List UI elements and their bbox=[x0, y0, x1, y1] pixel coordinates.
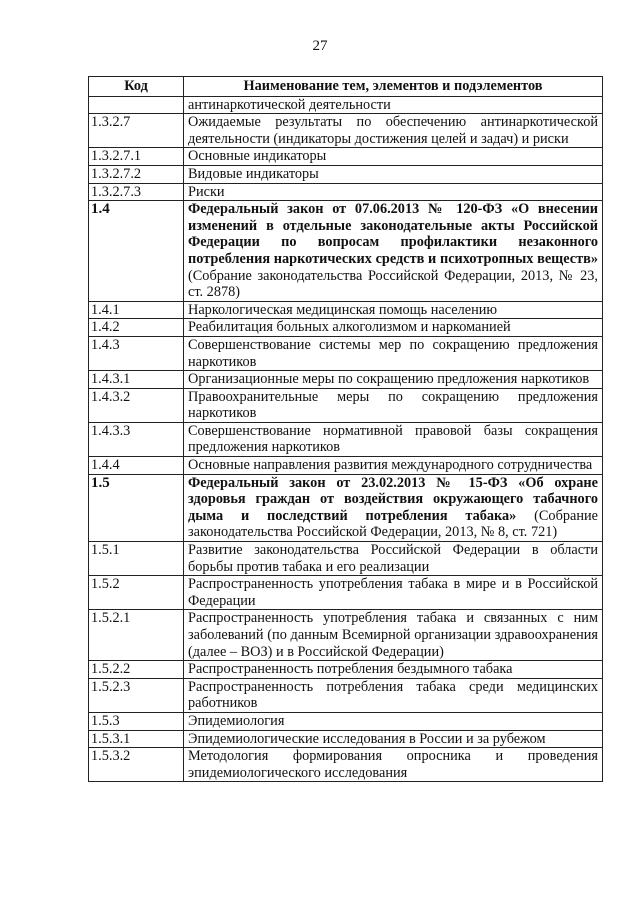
table-row bbox=[89, 712, 603, 730]
law-source: (Собрание законодательства Российской Федерации, 2013, № 23, ст. 2878) bbox=[188, 267, 598, 301]
law-title: Федеральный закон от 23.02.2013 № 15-ФЗ «Об охране здоровья граждан от воздействия окружающего табачного дыма и последствий потребления табака» bbox=[188, 474, 598, 524]
topics-table bbox=[88, 76, 603, 782]
table-row bbox=[89, 319, 603, 337]
table-row bbox=[89, 748, 603, 782]
table-row bbox=[89, 457, 603, 475]
row-code: 1.4.3.1 bbox=[89, 371, 184, 389]
table-header-row bbox=[89, 77, 603, 97]
row-name: Правоохранительные меры по сокращению предложения наркотиков bbox=[184, 388, 603, 422]
row-code: 1.4.3.2 bbox=[89, 388, 184, 422]
table-row-law bbox=[89, 201, 603, 302]
row-name: Развитие законодательства Российской Федерации в области борьбы против табака и его реализации bbox=[184, 542, 603, 576]
row-name: Основные индикаторы bbox=[184, 148, 603, 166]
table-row bbox=[89, 610, 603, 661]
row-name: Распространенность потребления табака среди медицинских работников bbox=[184, 678, 603, 712]
row-name: Распространенность употребления табака в мире и в Российской Федерации bbox=[184, 576, 603, 610]
row-name: Эпидемиология bbox=[184, 712, 603, 730]
row-code: 1.3.2.7.1 bbox=[89, 148, 184, 166]
table-row bbox=[89, 678, 603, 712]
row-code: 1.5.3.1 bbox=[89, 730, 184, 748]
table-row bbox=[89, 148, 603, 166]
page-number: 27 bbox=[312, 38, 328, 54]
row-code: 1.5.2.2 bbox=[89, 661, 184, 679]
row-name bbox=[184, 201, 603, 302]
row-name: Реабилитация больных алкоголизмом и наркоманией bbox=[184, 319, 603, 337]
table-row bbox=[89, 542, 603, 576]
row-code: 1.5.2.1 bbox=[89, 610, 184, 661]
row-name: Риски bbox=[184, 183, 603, 201]
row-code: 1.5.3.2 bbox=[89, 748, 184, 782]
row-code: 1.3.2.7 bbox=[89, 114, 184, 148]
table-row bbox=[89, 114, 603, 148]
table-row bbox=[89, 730, 603, 748]
law-source: (Собрание законодательства Российской Федерации, 2013, № 8, ст. 721) bbox=[188, 507, 599, 541]
row-name: Распространенность потребления бездымного табака bbox=[184, 661, 603, 679]
row-code bbox=[89, 96, 184, 114]
table-row bbox=[89, 388, 603, 422]
row-name: Видовые индикаторы bbox=[184, 165, 603, 183]
row-code: 1.4.4 bbox=[89, 457, 184, 475]
row-name: Совершенствование системы мер по сокращению предложения наркотиков bbox=[184, 336, 603, 370]
table-row bbox=[89, 576, 603, 610]
header-code: Код bbox=[89, 77, 184, 97]
row-code: 1.5.3 bbox=[89, 712, 184, 730]
row-name: Организационные меры по сокращению предложения наркотиков bbox=[184, 371, 603, 389]
table-row bbox=[89, 336, 603, 370]
row-name: Основные направления развития международного сотрудничества bbox=[184, 457, 603, 475]
row-code: 1.4.1 bbox=[89, 301, 184, 319]
row-code: 1.5.1 bbox=[89, 542, 184, 576]
row-code: 1.5.2.3 bbox=[89, 678, 184, 712]
header-name: Наименование тем, элементов и подэлементов bbox=[184, 77, 603, 97]
table-row bbox=[89, 371, 603, 389]
table-row bbox=[89, 301, 603, 319]
law-title: Федеральный закон от 07.06.2013 № 120-ФЗ «О внесении изменений в отдельные законодательные акты Российской Федерации по вопросам профилактики незаконного потребления наркотических средств и психотропных веществ» bbox=[188, 201, 598, 267]
row-code: 1.3.2.7.3 bbox=[89, 183, 184, 201]
row-name: антинаркотической деятельности bbox=[184, 96, 603, 114]
table-row bbox=[89, 661, 603, 679]
table-row bbox=[89, 422, 603, 456]
row-code: 1.5.2 bbox=[89, 576, 184, 610]
row-code: 1.4 bbox=[89, 201, 184, 302]
row-code: 1.4.2 bbox=[89, 319, 184, 337]
row-name: Совершенствование нормативной правовой базы сокращения предложения наркотиков bbox=[184, 422, 603, 456]
row-name: Эпидемиологические исследования в России и за рубежом bbox=[184, 730, 603, 748]
table-row bbox=[89, 183, 603, 201]
table-row-law bbox=[89, 474, 603, 541]
row-name bbox=[184, 474, 603, 541]
table-row bbox=[89, 165, 603, 183]
row-name: Методология формирования опросника и проведения эпидемиологического исследования bbox=[184, 748, 603, 782]
table-row bbox=[89, 96, 603, 114]
row-code: 1.3.2.7.2 bbox=[89, 165, 184, 183]
row-name: Распространенность употребления табака и связанных с ним заболеваний (по данным Всемирной организации здравоохранения (далее – ВОЗ) и в Российской Федерации) bbox=[184, 610, 603, 661]
row-code: 1.4.3 bbox=[89, 336, 184, 370]
row-code: 1.5 bbox=[89, 474, 184, 541]
row-name: Наркологическая медицинская помощь населению bbox=[184, 301, 603, 319]
row-name: Ожидаемые результаты по обеспечению антинаркотической деятельности (индикаторы достижения целей и задач) и риски bbox=[184, 114, 603, 148]
row-code: 1.4.3.3 bbox=[89, 422, 184, 456]
